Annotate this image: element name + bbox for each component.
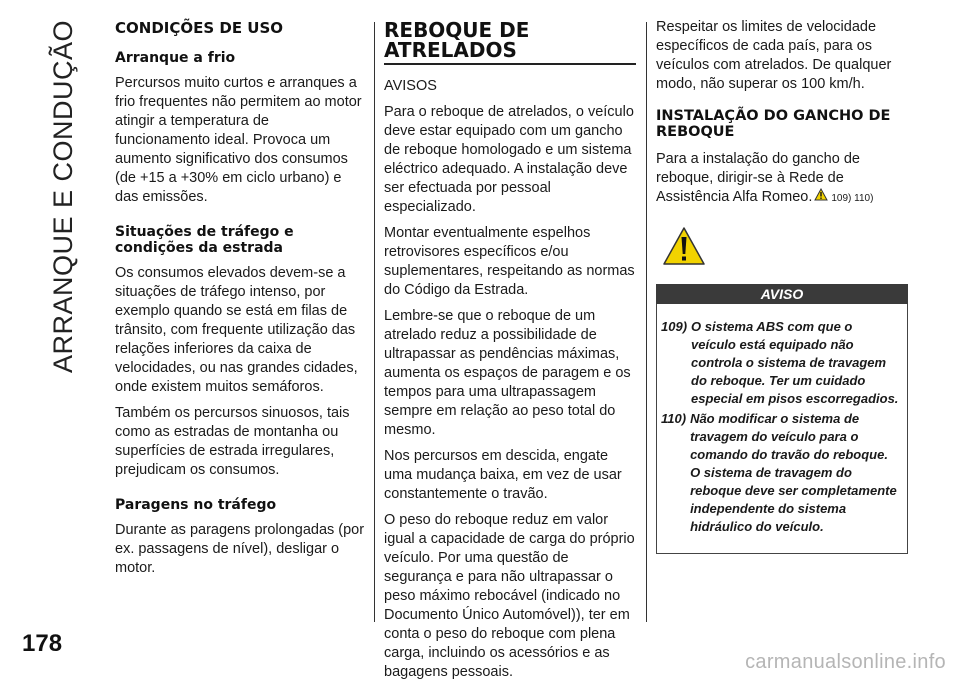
note-number: 109) [661,319,688,334]
watermark: carmanualsonline.info [745,651,946,673]
paragraph: Respeitar os limites de velocidade específicos de cada país, para os veículos com atrelados. De qualquer modo, não superar os 100 km/h. [656,19,892,92]
chapter-side-title [14,20,84,374]
paragraph: Também os percursos sinuosos, tais como as estradas de montanha ou superfícies de estrada irregulares, prejudicam os consumos. [115,405,350,478]
warning-note [661,318,899,408]
aviso-box [656,304,908,554]
column-middle [384,18,636,689]
column-divider [374,22,375,622]
paragraph: O peso do reboque reduz em valor igual a capacidade de carga do próprio veículo. Por uma questão de segurança e para não ultrapassar o peso máximo rebocável (indicado no Documento Único Automóvel)), ter em conta o peso do reboque com plena carga, incluindo os acessórios e as bagagens pessoais. [384,512,635,680]
paragraph-text: Para a instalação do gancho de reboque, dirigir-se à Rede de Assistência Alfa Romeo. [656,151,860,205]
paragraph: Percursos muito curtos e arranques a frio frequentes não permitem ao motor atingir a temperatura de funcionamento ideal. Provoca um aumento significativo dos consumos (de +15 a +30% em ciclo urbano) e das emissões. [115,75,362,205]
paragraph-with-refs [656,150,908,208]
note-text: Não modificar o sistema de travagem do veículo para o comando do travão do reboque. O sistema de travagem do reboque deve ser completamente independente do sistema hidráulico do veículo. [690,411,897,534]
paragraph: Montar eventualmente espelhos retrovisores específicos e/ou suplementares, respeitando as normas do Código da Estrada. [384,225,635,298]
section-heading: REBOQUE DE ATRELADOS [384,20,636,65]
warning-triangle-icon [814,188,828,207]
paragraph: Lembre-se que o reboque de um atrelado reduz a possibilidade de ultrapassar as pendências máximas, aumenta os espaços de paragem e os tempos para uma ultrapassagem sempre em relação ao peso total do mesmo. [384,308,631,438]
subheading: Arranque a frio [115,50,236,66]
warning-note [661,410,899,536]
avisos-label: AVISOS [384,78,437,94]
aviso-header: AVISO [656,284,908,304]
column-divider [646,22,647,622]
paragraph: Durante as paragens prolongadas (por ex. passagens de nível), desligar o motor. [115,522,365,576]
column-right [656,18,908,554]
subheading: Situações de tráfego e condições da estrada [115,224,294,256]
note-number: 110) [661,411,687,426]
paragraph: Os consumos elevados devem-se a situações de tráfego intenso, por exemplo quando se está em filas de trânsito, com frequente utilização das relações inferiores da caixa de velocidades, ou nas grandes cidades, onde existem muitos semáforos. [115,265,358,395]
paragraph: Para o reboque de atrelados, o veículo deve estar equipado com um gancho de reboque homologado e um sistema eléctrico adequado. A instalação deve ser efectuada por pessoal especializado. [384,104,634,215]
section-heading: INSTALAÇÃO DO GANCHO DE REBOQUE [656,108,891,140]
note-text: O sistema ABS com que o veículo está equipado não controla o sistema de travagem do reboque. Ter um cuidado especial em pisos escorregadios. [691,319,899,406]
paragraph: Nos percursos em descida, engate uma mudança baixa, em vez de usar constantemente o travão. [384,448,622,502]
warning-triangle-icon [662,226,908,272]
subheading: Paragens no tráfego [115,497,277,513]
note-references: 109) 110) [831,193,874,204]
section-heading: CONDIÇÕES DE USO [115,19,284,37]
page-number: 178 [22,630,63,657]
chapter-title-text: ARRANQUE E CONDUÇÃO [48,20,78,374]
column-left [115,18,365,585]
